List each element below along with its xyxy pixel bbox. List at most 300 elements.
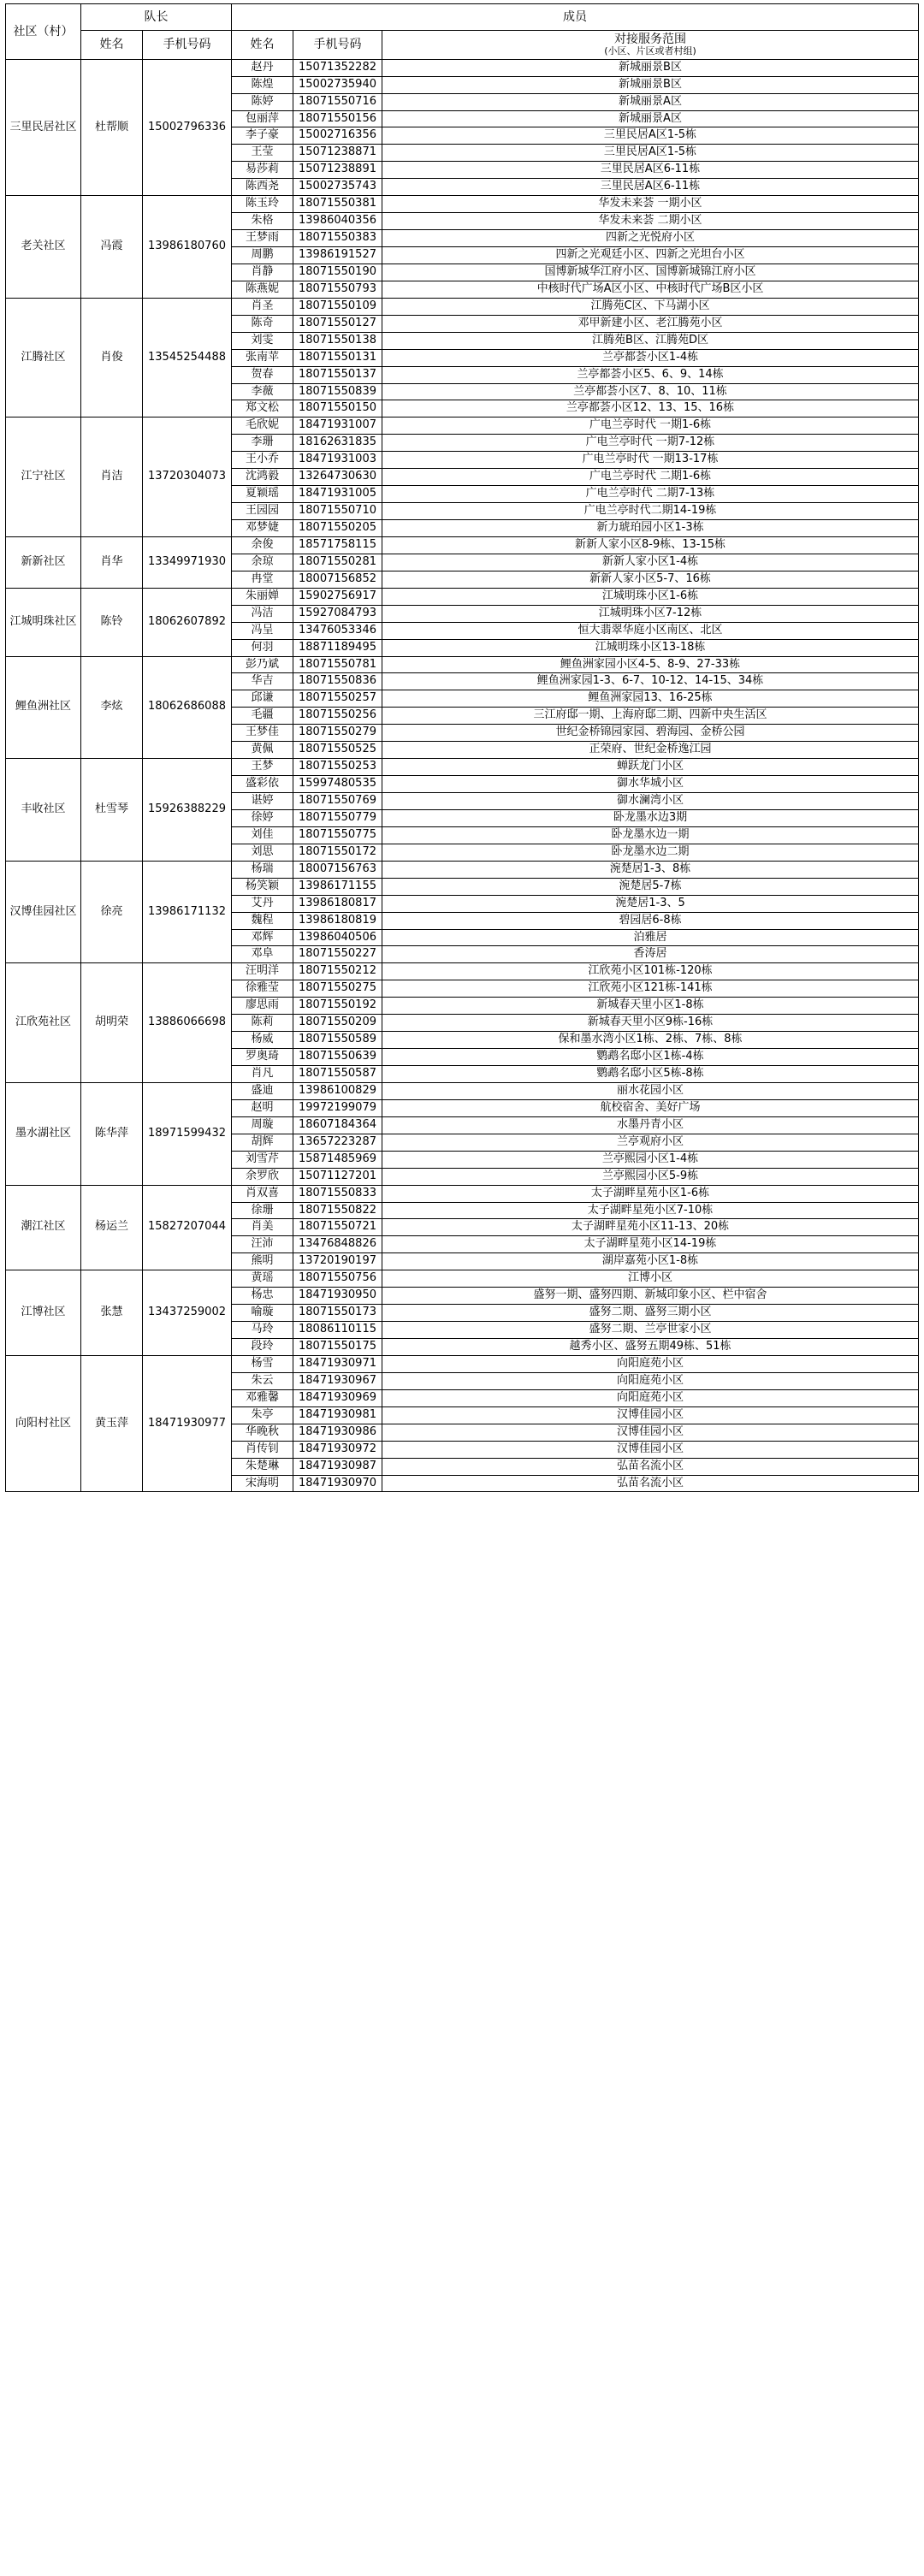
service-scope-cell: 兰亭熙园小区5-9栋 (382, 1168, 919, 1185)
member-name-cell: 王梦雨 (232, 230, 293, 247)
community-cell: 三里民居社区 (6, 59, 81, 196)
member-phone-cell: 18071550212 (293, 963, 382, 980)
member-name-cell: 李子豪 (232, 127, 293, 145)
service-scope-cell: 兰亭都荟小区1-4栋 (382, 349, 919, 366)
member-phone-cell: 18071550227 (293, 946, 382, 963)
service-scope-cell: 盛努二期、兰亭世家小区 (382, 1322, 919, 1339)
member-phone-cell: 13986191527 (293, 247, 382, 264)
member-name-cell: 肖静 (232, 264, 293, 281)
member-name-cell: 徐珊 (232, 1202, 293, 1219)
service-scope-cell: 弘苗名流小区 (382, 1475, 919, 1492)
member-phone-cell: 18071550589 (293, 1032, 382, 1049)
member-name-cell: 邓梦婕 (232, 520, 293, 537)
leader-phone-cell: 18062686088 (143, 656, 232, 759)
member-phone-cell: 18071550836 (293, 673, 382, 690)
member-name-cell: 华吉 (232, 673, 293, 690)
member-name-cell: 陈西尧 (232, 179, 293, 196)
member-phone-cell: 18607184364 (293, 1116, 382, 1134)
service-scope-cell: 涴楚居5-7栋 (382, 878, 919, 895)
member-phone-cell: 15071238871 (293, 145, 382, 162)
community-cell: 新新社区 (6, 536, 81, 588)
leader-phone-cell: 18471930977 (143, 1355, 232, 1492)
table-row (6, 59, 919, 76)
member-name-cell: 张南苹 (232, 349, 293, 366)
member-phone-cell: 15927084793 (293, 605, 382, 622)
service-scope-cell: 江博小区 (382, 1270, 919, 1288)
service-scope-cell: 新城丽景A区 (382, 110, 919, 127)
member-phone-cell: 18071550127 (293, 315, 382, 332)
service-scope-cell: 新力琥珀园小区1-3栋 (382, 520, 919, 537)
service-scope-cell: 华发未来荟 二期小区 (382, 213, 919, 230)
service-scope-cell: 新城丽景A区 (382, 93, 919, 110)
service-scope-cell: 四新之光观廷小区、四新之光坦台小区 (382, 247, 919, 264)
service-scope-cell: 广电兰亭时代 一期1-6栋 (382, 417, 919, 435)
service-scope-cell: 涴楚居1-3、8栋 (382, 861, 919, 878)
service-scope-cell: 盛努一期、盛努四期、新城印象小区、栏中宿舍 (382, 1288, 919, 1305)
member-phone-cell: 18571758115 (293, 536, 382, 554)
member-phone-cell: 18071550781 (293, 656, 382, 673)
community-cell: 老关社区 (6, 196, 81, 299)
member-phone-cell: 18071550257 (293, 690, 382, 708)
member-name-cell: 朱格 (232, 213, 293, 230)
member-phone-cell: 18071550822 (293, 1202, 382, 1219)
service-scope-cell: 新新人家小区8-9栋、13-15栋 (382, 536, 919, 554)
service-scope-cell: 新新人家小区5-7、16栋 (382, 571, 919, 588)
service-scope-cell: 保和墨水湾小区1栋、2栋、7栋、8栋 (382, 1032, 919, 1049)
header-service-scope-line2: (小区、片区或者村组) (604, 45, 696, 57)
service-scope-cell: 向阳庭苑小区 (382, 1372, 919, 1389)
leader-name-cell: 李炫 (81, 656, 143, 759)
table-row (6, 861, 919, 878)
member-phone-cell: 13720190197 (293, 1253, 382, 1270)
community-cell: 丰收社区 (6, 759, 81, 862)
community-cell: 汉博佳园社区 (6, 861, 81, 963)
member-name-cell: 肖传钊 (232, 1441, 293, 1458)
community-cell: 墨水湖社区 (6, 1082, 81, 1185)
member-name-cell: 刘雪芹 (232, 1151, 293, 1168)
service-scope-cell: 太子湖畔星苑小区11-13、20栋 (382, 1219, 919, 1236)
header-leader-phone: 手机号码 (143, 31, 232, 60)
service-scope-cell: 三里民居A区6-11栋 (382, 179, 919, 196)
member-name-cell: 黄佩 (232, 742, 293, 759)
member-name-cell: 汪明洋 (232, 963, 293, 980)
service-scope-cell: 兰亭都荟小区12、13、15、16栋 (382, 400, 919, 417)
service-scope-cell: 世纪金桥锦园家园、碧海园、金桥公园 (382, 725, 919, 742)
service-scope-cell: 鹦鹉名邸小区1栋-4栋 (382, 1049, 919, 1066)
service-scope-cell: 广电兰亭时代 二期1-6栋 (382, 469, 919, 486)
header-community: 社区（村） (6, 4, 81, 60)
member-phone-cell: 13986180819 (293, 912, 382, 929)
member-phone-cell: 15071352282 (293, 59, 382, 76)
leader-name-cell: 冯霞 (81, 196, 143, 299)
member-name-cell: 陈玉玲 (232, 196, 293, 213)
member-phone-cell: 18071550639 (293, 1049, 382, 1066)
member-phone-cell: 18471930987 (293, 1458, 382, 1475)
member-phone-cell: 18071550769 (293, 793, 382, 810)
table-row (6, 1355, 919, 1372)
member-phone-cell: 18071550279 (293, 725, 382, 742)
leader-phone-cell: 13986171132 (143, 861, 232, 963)
member-name-cell: 肖双喜 (232, 1185, 293, 1202)
member-phone-cell: 18071550253 (293, 759, 382, 776)
leader-phone-cell: 13720304073 (143, 417, 232, 537)
member-name-cell: 廖思雨 (232, 998, 293, 1015)
member-phone-cell: 18471930969 (293, 1389, 382, 1406)
member-phone-cell: 18471930971 (293, 1355, 382, 1372)
service-scope-cell: 兰亭都荟小区5、6、9、14栋 (382, 366, 919, 383)
community-cell: 潮江社区 (6, 1185, 81, 1270)
service-scope-cell: 新城丽景B区 (382, 59, 919, 76)
member-name-cell: 毛欣妮 (232, 417, 293, 435)
service-scope-cell: 华发未来荟 一期小区 (382, 196, 919, 213)
table-row (6, 588, 919, 605)
service-scope-cell: 正荣府、世纪金桥逸江园 (382, 742, 919, 759)
table-row (6, 963, 919, 980)
member-phone-cell: 18071550192 (293, 998, 382, 1015)
service-scope-cell: 碧园居6-8栋 (382, 912, 919, 929)
member-name-cell: 朱亭 (232, 1406, 293, 1424)
service-scope-cell: 蝉跃龙门小区 (382, 759, 919, 776)
service-scope-cell: 江城明珠小区1-6栋 (382, 588, 919, 605)
service-scope-cell: 兰亭观府小区 (382, 1134, 919, 1151)
member-name-cell: 沈鸿毅 (232, 469, 293, 486)
member-phone-cell: 18071550793 (293, 281, 382, 298)
header-service-scope-line1: 对接服务范围 (614, 33, 686, 46)
member-phone-cell: 18162631835 (293, 435, 382, 452)
member-name-cell: 喻璇 (232, 1305, 293, 1322)
member-phone-cell: 19972199079 (293, 1099, 382, 1116)
member-name-cell: 毛疆 (232, 708, 293, 725)
table-row (6, 656, 919, 673)
table-row (6, 196, 919, 213)
member-phone-cell: 18071550775 (293, 826, 382, 844)
service-scope-cell: 泊雅居 (382, 929, 919, 946)
leader-name-cell: 胡明荣 (81, 963, 143, 1083)
community-cell: 江欣苑社区 (6, 963, 81, 1083)
member-name-cell: 余俊 (232, 536, 293, 554)
member-name-cell: 王梦 (232, 759, 293, 776)
service-scope-cell: 三里民居A区1-5栋 (382, 127, 919, 145)
service-scope-cell: 涴楚居1-3、5 (382, 895, 919, 912)
member-name-cell: 朱楚琳 (232, 1458, 293, 1475)
service-scope-cell: 水墨丹青小区 (382, 1116, 919, 1134)
member-name-cell: 谌婷 (232, 793, 293, 810)
member-name-cell: 杨瑞 (232, 861, 293, 878)
member-name-cell: 何羽 (232, 639, 293, 656)
member-phone-cell: 15002735940 (293, 76, 382, 93)
member-phone-cell: 15002735743 (293, 179, 382, 196)
leader-name-cell: 杜帮顺 (81, 59, 143, 196)
service-scope-cell: 新城春天里小区1-8栋 (382, 998, 919, 1015)
member-phone-cell: 15902756917 (293, 588, 382, 605)
member-name-cell: 陈燕妮 (232, 281, 293, 298)
leader-phone-cell: 18062607892 (143, 588, 232, 656)
member-name-cell: 李珊 (232, 435, 293, 452)
member-name-cell: 杨笑颖 (232, 878, 293, 895)
service-scope-cell: 四新之光悦府小区 (382, 230, 919, 247)
service-scope-cell: 江城明珠小区13-18栋 (382, 639, 919, 656)
member-phone-cell: 13657223287 (293, 1134, 382, 1151)
member-phone-cell: 18071550209 (293, 1015, 382, 1032)
header-member-phone: 手机号码 (293, 31, 382, 60)
member-name-cell: 盛迪 (232, 1082, 293, 1099)
member-phone-cell: 18071550779 (293, 809, 382, 826)
member-name-cell: 杨忠 (232, 1288, 293, 1305)
table-body (6, 59, 919, 1492)
member-name-cell: 王梦佳 (232, 725, 293, 742)
member-name-cell: 徐婷 (232, 809, 293, 826)
community-cell: 江城明珠社区 (6, 588, 81, 656)
table-row (6, 1082, 919, 1099)
member-phone-cell: 18071550716 (293, 93, 382, 110)
table-row (6, 298, 919, 315)
member-phone-cell: 18871189495 (293, 639, 382, 656)
service-scope-cell: 广电兰亭时代 二期7-13栋 (382, 486, 919, 503)
member-name-cell: 王小乔 (232, 452, 293, 469)
service-scope-cell: 兰亭都荟小区7、8、10、11栋 (382, 383, 919, 400)
service-scope-cell: 御水华城小区 (382, 776, 919, 793)
member-name-cell: 贺春 (232, 366, 293, 383)
service-scope-cell: 中核时代广场A区小区、中核时代广场B区小区 (382, 281, 919, 298)
member-phone-cell: 13264730630 (293, 469, 382, 486)
service-scope-cell: 太子湖畔星苑小区14-19栋 (382, 1236, 919, 1253)
service-scope-cell: 鹦鹉名邸小区5栋-8栋 (382, 1066, 919, 1083)
member-name-cell: 夏颖瑶 (232, 486, 293, 503)
member-name-cell: 段玲 (232, 1339, 293, 1356)
member-name-cell: 郑文松 (232, 400, 293, 417)
table-header (6, 4, 919, 60)
member-phone-cell: 18471930950 (293, 1288, 382, 1305)
member-name-cell: 肖圣 (232, 298, 293, 315)
member-phone-cell: 18071550256 (293, 708, 382, 725)
member-phone-cell: 18071550525 (293, 742, 382, 759)
member-name-cell: 胡辉 (232, 1134, 293, 1151)
member-phone-cell: 18007156763 (293, 861, 382, 878)
service-scope-cell: 新城春天里小区9栋-16栋 (382, 1015, 919, 1032)
leader-phone-cell: 13437259002 (143, 1270, 232, 1356)
member-phone-cell: 15002716356 (293, 127, 382, 145)
leader-phone-cell: 13545254488 (143, 298, 232, 417)
member-name-cell: 余琼 (232, 554, 293, 571)
service-scope-cell: 江欣苑小区121栋-141栋 (382, 980, 919, 998)
service-scope-cell: 丽水花园小区 (382, 1082, 919, 1099)
member-name-cell: 艾丹 (232, 895, 293, 912)
member-name-cell: 冯洁 (232, 605, 293, 622)
service-scope-cell: 太子湖畔星苑小区7-10栋 (382, 1202, 919, 1219)
service-scope-cell: 新城丽景B区 (382, 76, 919, 93)
table-row (6, 759, 919, 776)
member-name-cell: 邓雅馨 (232, 1389, 293, 1406)
member-phone-cell: 18071550381 (293, 196, 382, 213)
member-name-cell: 周鹏 (232, 247, 293, 264)
service-scope-cell: 汉博佳园小区 (382, 1441, 919, 1458)
member-phone-cell: 13986040506 (293, 929, 382, 946)
service-scope-cell: 广电兰亭时代 一期13-17栋 (382, 452, 919, 469)
leader-name-cell: 张慧 (81, 1270, 143, 1356)
community-cell: 江腾社区 (6, 298, 81, 417)
leader-name-cell: 肖华 (81, 536, 143, 588)
header-row-group (6, 4, 919, 31)
roster-table (5, 3, 919, 1492)
member-name-cell: 肖美 (232, 1219, 293, 1236)
member-phone-cell: 18071550275 (293, 980, 382, 998)
community-cell: 鲤鱼洲社区 (6, 656, 81, 759)
member-phone-cell: 18071550173 (293, 1305, 382, 1322)
member-name-cell: 熊明 (232, 1253, 293, 1270)
member-phone-cell: 18071550833 (293, 1185, 382, 1202)
member-name-cell: 魏程 (232, 912, 293, 929)
leader-phone-cell: 13886066698 (143, 963, 232, 1083)
member-phone-cell: 13986171155 (293, 878, 382, 895)
member-name-cell: 易莎莉 (232, 162, 293, 179)
table-row (6, 417, 919, 435)
service-scope-cell: 国博新城华江府小区、国博新城锦江府小区 (382, 264, 919, 281)
member-name-cell: 陈莉 (232, 1015, 293, 1032)
member-name-cell: 肖凡 (232, 1066, 293, 1083)
member-phone-cell: 18071550721 (293, 1219, 382, 1236)
member-name-cell: 杨雪 (232, 1355, 293, 1372)
member-name-cell: 刘思 (232, 844, 293, 861)
member-phone-cell: 13986180817 (293, 895, 382, 912)
service-scope-cell: 鲤鱼洲家园13、16-25栋 (382, 690, 919, 708)
member-phone-cell: 15071238891 (293, 162, 382, 179)
service-scope-cell: 鲤鱼洲家园小区4-5、8-9、27-33栋 (382, 656, 919, 673)
member-name-cell: 赵明 (232, 1099, 293, 1116)
member-name-cell: 赵丹 (232, 59, 293, 76)
service-scope-cell: 广电兰亭时代 一期7-12栋 (382, 435, 919, 452)
header-member-group: 成员 (232, 4, 919, 31)
member-name-cell: 黄瑶 (232, 1270, 293, 1288)
service-scope-cell: 向阳庭苑小区 (382, 1389, 919, 1406)
member-name-cell: 杨威 (232, 1032, 293, 1049)
member-phone-cell: 18071550131 (293, 349, 382, 366)
member-name-cell: 朱云 (232, 1372, 293, 1389)
service-scope-cell: 汉博佳园小区 (382, 1424, 919, 1441)
table-row (6, 1185, 919, 1202)
member-phone-cell: 18471930986 (293, 1424, 382, 1441)
member-phone-cell: 18071550205 (293, 520, 382, 537)
community-cell: 江博社区 (6, 1270, 81, 1356)
member-phone-cell: 18071550383 (293, 230, 382, 247)
leader-name-cell: 杜雪琴 (81, 759, 143, 862)
member-phone-cell: 18071550172 (293, 844, 382, 861)
member-name-cell: 陈奇 (232, 315, 293, 332)
member-phone-cell: 18071550190 (293, 264, 382, 281)
header-member-name: 姓名 (232, 31, 293, 60)
service-scope-cell: 汉博佳园小区 (382, 1406, 919, 1424)
member-name-cell: 陈煌 (232, 76, 293, 93)
service-scope-cell: 盛努二期、盛努三期小区 (382, 1305, 919, 1322)
member-name-cell: 刘雯 (232, 332, 293, 349)
member-name-cell: 邓辉 (232, 929, 293, 946)
service-scope-cell: 江腾苑B区、江腾苑D区 (382, 332, 919, 349)
member-phone-cell: 18071550156 (293, 110, 382, 127)
member-name-cell: 宋海明 (232, 1475, 293, 1492)
leader-name-cell: 陈铃 (81, 588, 143, 656)
member-name-cell: 华晚秋 (232, 1424, 293, 1441)
member-phone-cell: 18471930981 (293, 1406, 382, 1424)
member-phone-cell: 18071550150 (293, 400, 382, 417)
member-name-cell: 冉堂 (232, 571, 293, 588)
member-phone-cell: 18071550710 (293, 503, 382, 520)
member-phone-cell: 13476053346 (293, 622, 382, 639)
service-scope-cell: 湖岸嘉苑小区1-8栋 (382, 1253, 919, 1270)
service-scope-cell: 邓甲新建小区、老江腾苑小区 (382, 315, 919, 332)
header-row-fields (6, 31, 919, 60)
member-phone-cell: 18471930970 (293, 1475, 382, 1492)
member-phone-cell: 18086110115 (293, 1322, 382, 1339)
member-name-cell: 朱丽婵 (232, 588, 293, 605)
header-leader-group: 队长 (81, 4, 232, 31)
leader-phone-cell: 15002796336 (143, 59, 232, 196)
service-scope-cell: 向阳庭苑小区 (382, 1355, 919, 1372)
member-name-cell: 汪沛 (232, 1236, 293, 1253)
leader-name-cell: 陈华萍 (81, 1082, 143, 1185)
service-scope-cell: 江腾苑C区、下马湖小区 (382, 298, 919, 315)
table-row (6, 536, 919, 554)
table-row (6, 1270, 919, 1288)
member-phone-cell: 18071550839 (293, 383, 382, 400)
service-scope-cell: 三江府邸一期、上海府邸二期、四新中央生活区 (382, 708, 919, 725)
service-scope-cell: 御水澜湾小区 (382, 793, 919, 810)
member-phone-cell: 18471930972 (293, 1441, 382, 1458)
member-phone-cell: 13986040356 (293, 213, 382, 230)
service-scope-cell: 新新人家小区1-4栋 (382, 554, 919, 571)
member-name-cell: 邓阜 (232, 946, 293, 963)
member-name-cell: 彭乃斌 (232, 656, 293, 673)
service-scope-cell: 卧龙墨水边一期 (382, 826, 919, 844)
member-name-cell: 罗奥琦 (232, 1049, 293, 1066)
member-name-cell: 冯呈 (232, 622, 293, 639)
member-phone-cell: 18471931005 (293, 486, 382, 503)
member-phone-cell: 15071127201 (293, 1168, 382, 1185)
member-name-cell: 邱谦 (232, 690, 293, 708)
member-phone-cell: 18471931003 (293, 452, 382, 469)
service-scope-cell: 恒大翡翠华庭小区南区、北区 (382, 622, 919, 639)
member-name-cell: 王莹 (232, 145, 293, 162)
member-name-cell: 马玲 (232, 1322, 293, 1339)
member-phone-cell: 18071550281 (293, 554, 382, 571)
header-leader-name: 姓名 (81, 31, 143, 60)
member-name-cell: 盛彩依 (232, 776, 293, 793)
service-scope-cell: 航校宿舍、美好广场 (382, 1099, 919, 1116)
member-phone-cell: 13986100829 (293, 1082, 382, 1099)
community-cell: 江宁社区 (6, 417, 81, 537)
member-name-cell: 徐雅莹 (232, 980, 293, 998)
service-scope-cell: 卧龙墨水边3期 (382, 809, 919, 826)
leader-phone-cell: 13986180760 (143, 196, 232, 299)
leader-name-cell: 肖俊 (81, 298, 143, 417)
member-name-cell: 余罗欣 (232, 1168, 293, 1185)
service-scope-cell: 太子湖畔星苑小区1-6栋 (382, 1185, 919, 1202)
service-scope-cell: 江欣苑小区101栋-120栋 (382, 963, 919, 980)
member-phone-cell: 15997480535 (293, 776, 382, 793)
member-phone-cell: 18007156852 (293, 571, 382, 588)
member-phone-cell: 18071550109 (293, 298, 382, 315)
service-scope-cell: 弘苗名流小区 (382, 1458, 919, 1475)
leader-phone-cell: 13349971930 (143, 536, 232, 588)
service-scope-cell: 江城明珠小区7-12栋 (382, 605, 919, 622)
member-phone-cell: 18471930967 (293, 1372, 382, 1389)
leader-name-cell: 黄玉萍 (81, 1355, 143, 1492)
member-phone-cell: 18471931007 (293, 417, 382, 435)
service-scope-cell: 三里民居A区1-5栋 (382, 145, 919, 162)
service-scope-cell: 卧龙墨水边二期 (382, 844, 919, 861)
member-phone-cell: 18071550138 (293, 332, 382, 349)
member-phone-cell: 15871485969 (293, 1151, 382, 1168)
member-name-cell: 周璇 (232, 1116, 293, 1134)
community-cell: 向阳村社区 (6, 1355, 81, 1492)
